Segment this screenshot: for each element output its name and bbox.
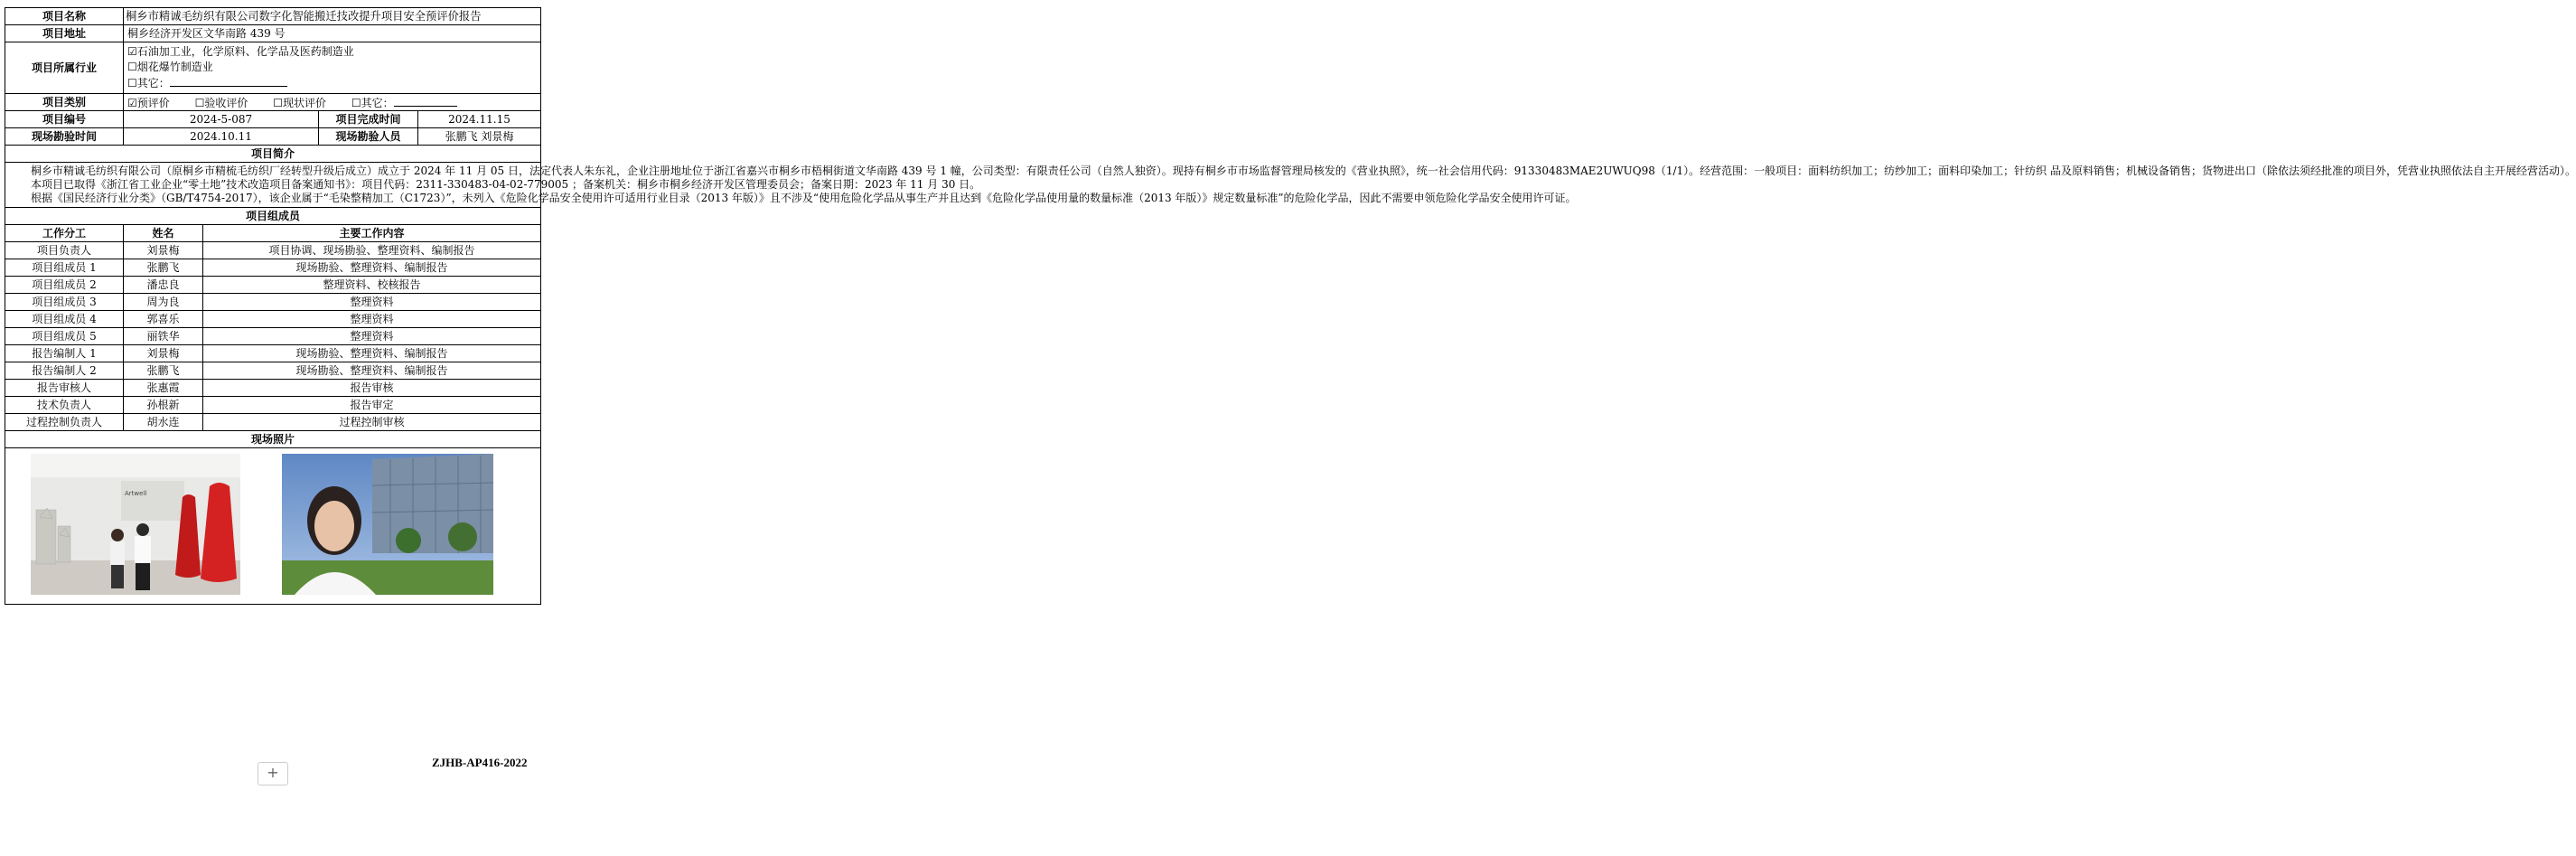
type-option-text: 验收评价 xyxy=(204,96,248,109)
team-cell-work: 报告审定 xyxy=(203,397,541,414)
checked-box-icon: ☑ xyxy=(127,96,137,109)
photos-title: 现场照片 xyxy=(5,431,541,448)
type-option-text: 预评价 xyxy=(136,96,170,109)
site-photo-exterior xyxy=(282,454,493,595)
name-label: 项目名称 xyxy=(5,8,124,25)
intro-paragraph-2: 本项目已取得《浙江省工业企业“零土地”技术改造项目备案通知书》：项目代码：2311-330483-04-02-779005 ；备案机关：桐乡市桐乡经济开发区管理委员会；备案日期：2023 年 11 月 30 日。 xyxy=(31,177,981,191)
intro-paragraph-1: 桐乡市精诚毛纺织有限公司（原桐乡市精梳毛纺织厂经转型升级后成立）成立于 2024 年 11 月 05 日，法定代表人朱东礼，企业注册地址位于浙江省嘉兴市桐乡市梧桐街道文华南路 439 号 1 幢，公司类型：有限责任公司（自然人独资）。现持有桐乡市市场监督管理局核发的《营业执照》，统一社会信用代码：91330483MAE2UWUQ98（1/1）。经营范围：一般项目：面料纺织加工；纺纱加工；面料印染加工；针纺织 品及原料销售；机械设备销售；货物进出口（除依法须经批准的项目外，凭营业执照依法自主开展经营活动）。 xyxy=(31,165,2576,177)
project-address: 桐乡经济开发区文华南路 439 号 xyxy=(124,25,541,42)
team-header-role: 工作分工 xyxy=(5,225,124,242)
unchecked-box-icon: ☐ xyxy=(127,77,137,89)
intro-paragraph-3: 根据《国民经济行业分类》（GB/T4754-2017），该企业属于“毛染整精加工（C1723）”，未列入《危险化学品安全使用许可适用行业目录（2013 年版）》且不涉及“使用危险化学品从事生产并且达到《危险化学品使用量的数量标准（2013 年版）》规定数量标准”的危险化学品，因此不需要申领危险化学品安全使用许可证。 xyxy=(31,191,1577,204)
team-row xyxy=(5,242,541,259)
unchecked-box-icon: ☐ xyxy=(273,96,283,109)
type-label: 项目类别 xyxy=(5,94,124,111)
team-cell-role: 项目负责人 xyxy=(5,242,124,259)
team-cell-name: 潘忠良 xyxy=(124,277,203,294)
team-cell-name: 孙根新 xyxy=(124,397,203,414)
team-cell-name: 张惠霞 xyxy=(124,380,203,397)
team-cell-work: 现场勘验、整理资料、编制报告 xyxy=(203,345,541,362)
blank-line xyxy=(394,95,457,107)
team-cell-work: 整理资料 xyxy=(203,311,541,328)
team-cell-name: 刘景梅 xyxy=(124,345,203,362)
team-cell-name: 张鹏飞 xyxy=(124,362,203,380)
team-cell-role: 报告编制人 2 xyxy=(5,362,124,380)
team-cell-work: 现场勘验、整理资料、编制报告 xyxy=(203,259,541,277)
survey-time: 2024.10.11 xyxy=(124,128,319,146)
unchecked-box-icon: ☐ xyxy=(351,96,361,109)
survey-time-label: 现场勘验时间 xyxy=(5,128,124,146)
industry-label: 项目所属行业 xyxy=(5,42,124,94)
team-row xyxy=(5,380,541,397)
complete-time-label: 项目完成时间 xyxy=(319,111,418,128)
blank-line xyxy=(170,75,287,87)
industry-option-text: 烟花爆竹制造业 xyxy=(136,61,213,73)
type-option-text: 其它： xyxy=(361,96,394,109)
industry-option xyxy=(127,60,537,75)
unchecked-box-icon: ☐ xyxy=(194,96,205,109)
intro-body xyxy=(5,163,2576,208)
type-option xyxy=(127,97,170,109)
industry-options xyxy=(124,42,541,94)
team-cell-name: 丽铁华 xyxy=(124,328,203,345)
type-option xyxy=(273,97,326,109)
checked-box-icon: ☑ xyxy=(127,45,137,58)
complete-time: 2024.11.15 xyxy=(418,111,541,128)
team-cell-role: 项目组成员 4 xyxy=(5,311,124,328)
team-cell-role: 项目组成员 2 xyxy=(5,277,124,294)
type-option-text: 现状评价 xyxy=(282,96,326,109)
intro-title: 项目简介 xyxy=(5,146,541,163)
team-cell-work: 报告审核 xyxy=(203,380,541,397)
team-row xyxy=(5,294,541,311)
project-name: 桐乡市精诚毛纺织有限公司数字化智能搬迁技改提升项目安全预评价报告 xyxy=(124,8,541,25)
team-cell-role: 项目组成员 3 xyxy=(5,294,124,311)
team-header-work: 主要工作内容 xyxy=(203,225,541,242)
form-code: ZJHB-AP416-2022 xyxy=(432,756,528,769)
industry-option xyxy=(127,44,537,60)
industry-option xyxy=(127,75,537,91)
team-row xyxy=(5,259,541,277)
site-photo-interior xyxy=(31,454,240,595)
team-title: 项目组成员 xyxy=(5,208,541,225)
photo-sign-text: Artwell xyxy=(125,490,147,498)
team-cell-work: 项目协调、现场勘验、整理资料、编制报告 xyxy=(203,242,541,259)
address-label: 项目地址 xyxy=(5,25,124,42)
survey-people: 张鹏飞 刘景梅 xyxy=(418,128,541,146)
type-option xyxy=(351,97,457,109)
team-header-name: 姓名 xyxy=(124,225,203,242)
team-cell-role: 过程控制负责人 xyxy=(5,414,124,431)
person-woman xyxy=(110,529,125,588)
team-rows xyxy=(5,242,541,431)
number-label: 项目编号 xyxy=(5,111,124,128)
unchecked-box-icon: ☐ xyxy=(127,61,137,73)
team-cell-name: 胡水连 xyxy=(124,414,203,431)
team-row xyxy=(5,311,541,328)
add-button[interactable]: + xyxy=(258,762,288,785)
team-row xyxy=(5,362,541,380)
report-page xyxy=(5,7,2576,605)
team-cell-work: 现场勘验、整理资料、编制报告 xyxy=(203,362,541,380)
team-cell-name: 张鹏飞 xyxy=(124,259,203,277)
team-cell-name: 周为良 xyxy=(124,294,203,311)
project-number: 2024-5-087 xyxy=(124,111,319,128)
team-row xyxy=(5,328,541,345)
team-cell-role: 报告编制人 1 xyxy=(5,345,124,362)
team-row xyxy=(5,414,541,431)
team-cell-work: 整理资料 xyxy=(203,294,541,311)
team-cell-work: 过程控制审核 xyxy=(203,414,541,431)
team-cell-role: 项目组成员 5 xyxy=(5,328,124,345)
team-cell-role: 报告审核人 xyxy=(5,380,124,397)
survey-people-label: 现场勘验人员 xyxy=(319,128,418,146)
team-cell-work: 整理资料、校核报告 xyxy=(203,277,541,294)
project-info-table xyxy=(5,7,2576,605)
type-options xyxy=(124,94,541,111)
team-cell-role: 技术负责人 xyxy=(5,397,124,414)
team-row xyxy=(5,277,541,294)
team-cell-name: 郭喜乐 xyxy=(124,311,203,328)
team-row xyxy=(5,397,541,414)
type-option xyxy=(195,97,248,109)
industry-option-text: 其它： xyxy=(136,77,170,89)
industry-option-text: 石油加工业，化学原料、化学品及医药制造业 xyxy=(136,45,354,58)
team-cell-name: 刘景梅 xyxy=(124,242,203,259)
team-cell-work: 整理资料 xyxy=(203,328,541,345)
photos-cell xyxy=(5,448,541,605)
team-row xyxy=(5,345,541,362)
team-cell-role: 项目组成员 1 xyxy=(5,259,124,277)
